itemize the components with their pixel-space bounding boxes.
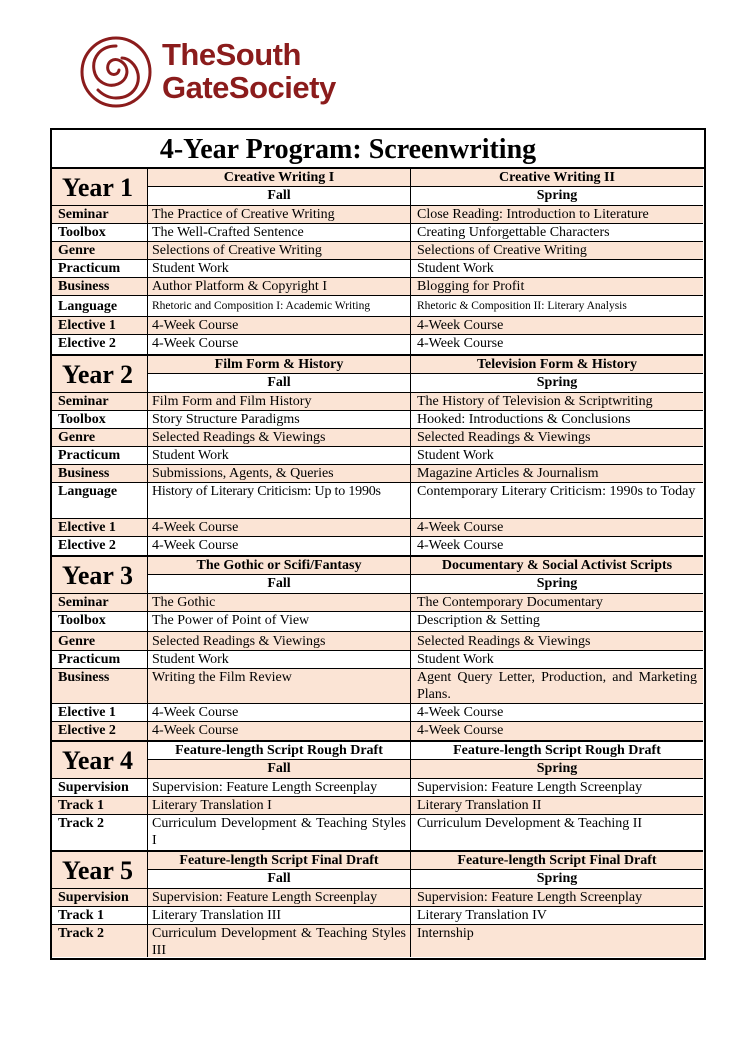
brand-line-1: TheSouth xyxy=(162,37,301,72)
row-label: Toolbox xyxy=(52,612,148,631)
spring-cell: Literary Translation II xyxy=(417,798,542,813)
row-label: Genre xyxy=(52,429,148,446)
table-row xyxy=(52,296,703,317)
spring-cell: Curriculum Development & Teaching II xyxy=(417,816,643,831)
table-row xyxy=(52,465,703,483)
fall-label: Fall xyxy=(148,575,411,594)
row-label: Business xyxy=(52,669,148,703)
table-row xyxy=(52,519,703,537)
row-label: Elective 1 xyxy=(52,317,148,334)
row-label: Track 1 xyxy=(52,907,148,924)
table-row xyxy=(52,224,703,242)
spring-cell: Hooked: Introductions & Conclusions xyxy=(417,412,631,427)
table-row xyxy=(52,925,703,957)
year-label: Year 5 xyxy=(52,852,148,889)
row-label: Business xyxy=(52,465,148,482)
table-row xyxy=(52,447,703,465)
fall-course-title: Feature-length Script Final Draft xyxy=(148,852,411,870)
fall-cell: 4-Week Course xyxy=(148,335,411,354)
fall-cell: Curriculum Development & Teaching Styles I xyxy=(148,815,411,850)
spring-course-title: Feature-length Script Final Draft xyxy=(411,852,703,870)
year-label: Year 4 xyxy=(52,742,148,779)
spring-cell: 4-Week Course xyxy=(417,336,504,351)
year-label: Year 3 xyxy=(52,557,148,594)
row-label: Track 1 xyxy=(52,797,148,814)
year-header xyxy=(52,354,703,390)
fall-cell: Selected Readings & Viewings xyxy=(148,429,411,446)
spring-cell: The History of Television & Scriptwriting xyxy=(417,394,653,409)
row-label: Elective 2 xyxy=(52,335,148,354)
row-label: Genre xyxy=(52,242,148,259)
fall-cell: 4-Week Course xyxy=(148,704,411,721)
fall-cell: Selected Readings & Viewings xyxy=(148,632,411,650)
spring-cell: Student Work xyxy=(417,652,494,667)
row-label: Elective 2 xyxy=(52,537,148,555)
brand-line-2: GateSociety xyxy=(162,70,336,105)
table-row xyxy=(52,317,703,335)
fall-course-title: Creative Writing I xyxy=(148,169,411,187)
row-label: Toolbox xyxy=(52,411,148,428)
table-row xyxy=(52,722,703,740)
row-label: Track 2 xyxy=(52,925,148,957)
fall-cell: Selections of Creative Writing xyxy=(148,242,411,259)
table-row xyxy=(52,335,703,354)
table-row xyxy=(52,537,703,555)
spring-cell: Selected Readings & Viewings xyxy=(417,634,591,649)
spring-cell: 4-Week Course xyxy=(417,538,504,553)
row-label: Elective 1 xyxy=(52,519,148,536)
fall-cell: Story Structure Paradigms xyxy=(148,411,411,428)
row-label: Language xyxy=(52,483,148,518)
row-label: Seminar xyxy=(52,594,148,611)
spring-cell: Magazine Articles & Journalism xyxy=(417,466,599,481)
table-row xyxy=(52,889,703,907)
row-label: Language xyxy=(52,296,148,316)
spring-course-title: Creative Writing II xyxy=(411,169,703,187)
spring-cell: 4-Week Course xyxy=(417,318,504,333)
fall-course-title: Film Form & History xyxy=(148,356,411,374)
row-label: Supervision xyxy=(52,779,148,796)
fall-cell: 4-Week Course xyxy=(148,519,411,536)
row-label: Business xyxy=(52,278,148,295)
fall-label: Fall xyxy=(148,870,411,889)
spring-label: Spring xyxy=(411,870,703,889)
fall-cell: Author Platform & Copyright I xyxy=(148,278,411,295)
fall-course-title: The Gothic or Scifi/Fantasy xyxy=(148,557,411,575)
table-row xyxy=(52,260,703,278)
table-row xyxy=(52,815,703,850)
fall-cell: Rhetoric and Composition I: Academic Writing xyxy=(148,296,411,316)
row-label: Toolbox xyxy=(52,224,148,241)
row-label: Seminar xyxy=(52,206,148,223)
year-label: Year 1 xyxy=(52,169,148,206)
row-label: Genre xyxy=(52,632,148,650)
row-label: Practicum xyxy=(52,651,148,668)
table-row xyxy=(52,278,703,296)
fall-label: Fall xyxy=(148,187,411,206)
spring-course-title: Documentary & Social Activist Scripts xyxy=(411,557,703,575)
table-row xyxy=(52,651,703,669)
row-label: Elective 1 xyxy=(52,704,148,721)
row-label: Elective 2 xyxy=(52,722,148,740)
fall-cell: 4-Week Course xyxy=(148,722,411,740)
spring-cell: The Contemporary Documentary xyxy=(417,595,603,610)
table-row xyxy=(52,797,703,815)
spring-cell: Creating Unforgettable Characters xyxy=(417,225,610,240)
year-header xyxy=(52,555,703,591)
spring-cell: Student Work xyxy=(417,448,494,463)
spring-cell: Contemporary Literary Criticism: 1990s to Today xyxy=(417,484,696,499)
fall-cell: 4-Week Course xyxy=(148,317,411,334)
year-label: Year 2 xyxy=(52,356,148,393)
brand-name xyxy=(162,38,336,104)
fall-cell: The Well-Crafted Sentence xyxy=(148,224,411,241)
fall-course-title: Feature-length Script Rough Draft xyxy=(148,742,411,760)
fall-cell: Film Form and Film History xyxy=(148,393,411,410)
table-row xyxy=(52,206,703,224)
fall-cell: 4-Week Course xyxy=(148,537,411,555)
fall-cell: History of Literary Criticism: Up to 1990s xyxy=(148,483,411,518)
table-row xyxy=(52,429,703,447)
spring-cell: Student Work xyxy=(417,261,494,276)
row-label: Supervision xyxy=(52,889,148,906)
spring-label: Spring xyxy=(411,374,703,393)
page-title: 4-Year Program: Screenwriting xyxy=(52,130,704,169)
spring-course-title: Television Form & History xyxy=(411,356,703,374)
fall-cell: Literary Translation I xyxy=(148,797,411,814)
spring-cell: 4-Week Course xyxy=(417,520,504,535)
row-label: Practicum xyxy=(52,260,148,277)
spring-cell: Literary Translation IV xyxy=(417,908,547,923)
society-logo xyxy=(78,34,378,110)
spring-cell: Rhetoric & Composition II: Literary Analysis xyxy=(417,300,627,312)
spring-cell: Internship xyxy=(417,926,474,941)
fall-cell: Supervision: Feature Length Screenplay xyxy=(148,779,411,796)
fall-cell: Curriculum Development & Teaching Styles III xyxy=(148,925,411,957)
fall-cell: The Gothic xyxy=(148,594,411,611)
fall-cell: The Power of Point of View xyxy=(148,612,411,631)
table-row xyxy=(52,704,703,722)
fall-cell: The Practice of Creative Writing xyxy=(148,206,411,223)
spring-cell: 4-Week Course xyxy=(417,723,504,738)
spring-cell: Selected Readings & Viewings xyxy=(417,430,591,445)
spring-cell: Blogging for Profit xyxy=(417,279,525,294)
fall-cell: Supervision: Feature Length Screenplay xyxy=(148,889,411,906)
spring-label: Spring xyxy=(411,760,703,779)
fall-cell: Student Work xyxy=(148,260,411,277)
spring-cell: Supervision: Feature Length Screenplay xyxy=(417,780,643,795)
table-row xyxy=(52,393,703,411)
row-label: Track 2 xyxy=(52,815,148,850)
fall-cell: Writing the Film Review xyxy=(148,669,411,703)
fall-cell: Student Work xyxy=(148,447,411,464)
table-row xyxy=(52,242,703,260)
table-row xyxy=(52,779,703,797)
spring-cell: Selections of Creative Writing xyxy=(417,243,587,258)
table-row xyxy=(52,669,703,704)
fall-cell: Student Work xyxy=(148,651,411,668)
table-row xyxy=(52,483,703,519)
program-table xyxy=(50,128,706,960)
fall-label: Fall xyxy=(148,374,411,393)
row-label: Seminar xyxy=(52,393,148,410)
spiral-emblem-icon xyxy=(78,34,154,110)
spring-label: Spring xyxy=(411,187,703,206)
table-row xyxy=(52,907,703,925)
year-header xyxy=(52,740,703,776)
spring-cell: Description & Setting xyxy=(417,613,540,628)
spring-course-title: Feature-length Script Rough Draft xyxy=(411,742,703,760)
year-header xyxy=(52,850,703,886)
fall-label: Fall xyxy=(148,760,411,779)
fall-cell: Submissions, Agents, & Queries xyxy=(148,465,411,482)
table-row xyxy=(52,632,703,651)
spring-cell: Agent Query Letter, Production, and Marketing Plans. xyxy=(417,670,697,702)
table-row xyxy=(52,594,703,612)
table-row xyxy=(52,411,703,429)
fall-cell: Literary Translation III xyxy=(148,907,411,924)
table-row xyxy=(52,612,703,632)
spring-cell: 4-Week Course xyxy=(417,705,504,720)
spring-cell: Supervision: Feature Length Screenplay xyxy=(417,890,643,905)
spring-cell: Close Reading: Introduction to Literature xyxy=(417,207,649,222)
row-label: Practicum xyxy=(52,447,148,464)
spring-label: Spring xyxy=(411,575,703,594)
